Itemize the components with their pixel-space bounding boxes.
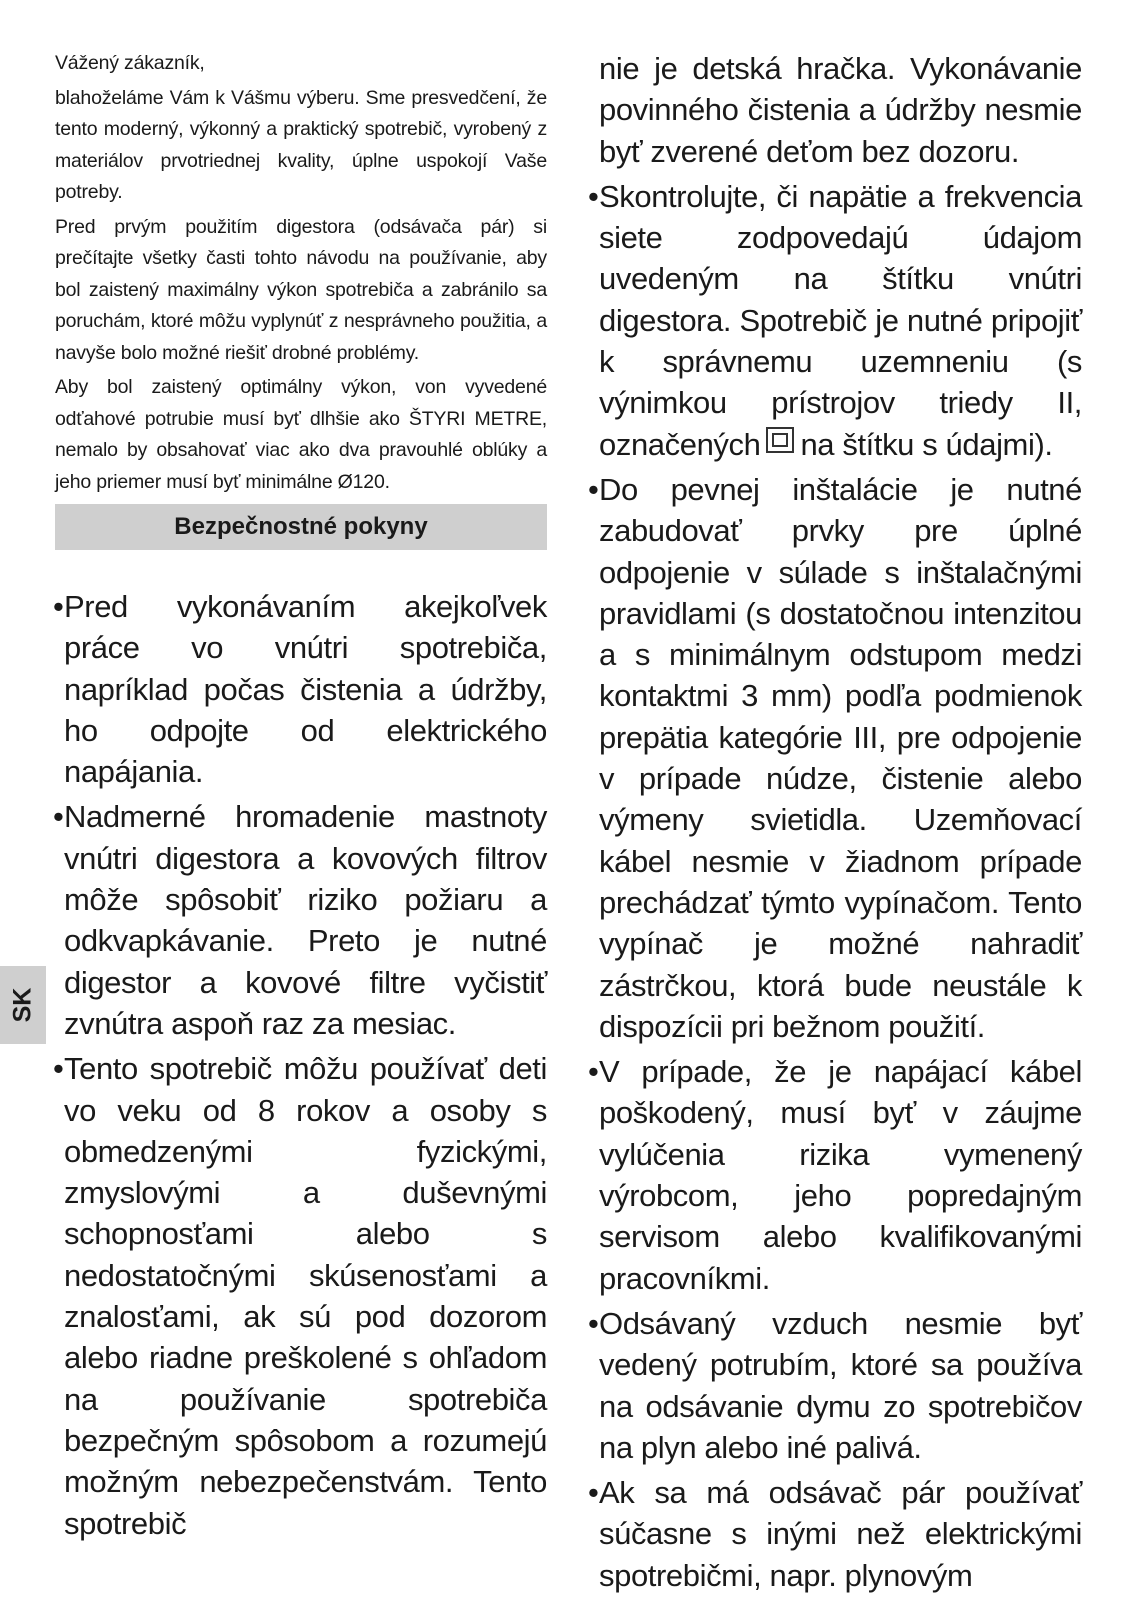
intro-text [55, 48, 547, 498]
safety-item-voltage [590, 176, 1082, 465]
right-column [590, 48, 1082, 1600]
voltage-text-end: na štítku s údajmi). [800, 426, 1053, 462]
safety-item-exhaust: • Odsávaný vzduch nesmie byť vedený potrubím, ktoré sa používa na odsávanie dymu zo spotrebičov na plyn alebo iné palivá. [590, 1303, 1082, 1468]
safety-item-disconnect: • Pred vykonávaním akejkoľvek práce vo vnútri spotrebiča, napríklad počas čistenia a údržby, ho odpojte od elektrického napájania. [55, 586, 547, 792]
safety-list-right [590, 48, 1082, 1596]
safety-item-children: • Tento spotrebič môžu používať deti vo veku od 8 rokov a osoby s obmedzenými fyzickými, zmyslovými a duševnými schopnosťami alebo s nedostatočnými skúsenosťami a znalosťami, ak sú pod dozorom alebo riadne preškolené s ohľadom na používanie spotrebiča bezpečným spôsobom a rozumejú možným nebezpečenstvám. Tento spotrebič [55, 1048, 547, 1544]
intro-paragraph-2: Pred prvým použitím digestora (odsávača pár) si prečítajte všetky časti tohto návodu na používanie, aby bol zaistený maximálny výkon spotrebiča a zabránilo sa poruchám, ktoré môžu vyplynúť z nesprávneho použitia, a navyše bolo možné riešiť drobné problémy. [55, 215, 547, 364]
safety-item-grease: • Nadmerné hromadenie mastnoty vnútri digestora a kovových filtrov môže spôsobiť riziko požiaru a odkvapkávanie. Preto je nutné digestor a kovové filtre vyčistiť zvnútra aspoň raz za mesiac. [55, 796, 547, 1044]
voltage-text: Skontrolujte, či napätie a frekvencia siete zodpovedajú údajom uvedeným na štítku vnútri digestora. Spotrebič je nutné pripojiť k správnemu uzemneniu (s výnimkou prístrojov triedy II, označených [599, 178, 1082, 462]
safety-item-cable: • V prípade, že je napájací kábel poškodený, musí byť v záujme vylúčenia rizika vymenený výrobcom, jeho popredajným servisom alebo kvalifikovanými pracovníkmi. [590, 1051, 1082, 1299]
greeting: Vážený zákazník, [55, 52, 205, 74]
safety-item-gas: • Ak sa má odsávač pár používať súčasne s inými než elektrickými spotrebičmi, napr. plynovým [590, 1472, 1082, 1596]
section-title: Bezpečnostné pokyny [55, 504, 547, 550]
safety-item-installation: • Do pevnej inštalácie je nutné zabudovať prvky pre úplné odpojenie v súlade s inštalačnými pravidlami (s dostatočnou intenzitou a s minimálnym odstupom medzi kontaktmi 3 mm) podľa podmienok prepätia kategórie III, pre odpojenie v prípade núdze, čistenie alebo výmeny svietidla. Uzemňovací kábel nesmie v žiadnom prípade prechádzať týmto vypínačom. Tento vypínač je možné nahradiť zástrčkou, ktorá bude neustále k dispozícii pri bežnom použití. [590, 469, 1082, 1047]
language-label: SK [8, 987, 37, 1023]
class-ii-icon [766, 427, 794, 453]
intro-paragraph-3: Aby bol zaistený optimálny výkon, von vyvedené odťahové potrubie musí byť dlhšie ako ŠTYRI METRE, nemalo by obsahovať viac ako dva pravouhlé oblúky a jeho priemer musí byť minimálne Ø120. [55, 376, 547, 493]
language-tab [0, 966, 46, 1044]
intro-paragraph-1: blahoželáme Vám k Vášmu výberu. Sme presvedčení, že tento moderný, výkonný a praktický spotrebič, vyrobený z materiálov prvotriednej kvality, úplne uspokojí Vaše potreby. [55, 86, 547, 203]
left-column [55, 48, 547, 1548]
safety-list-left [55, 586, 547, 1544]
safety-item-children-continued: nie je detská hračka. Vykonávanie povinného čistenia a údržby nesmie byť zverené deťom bez dozoru. [599, 51, 1082, 169]
